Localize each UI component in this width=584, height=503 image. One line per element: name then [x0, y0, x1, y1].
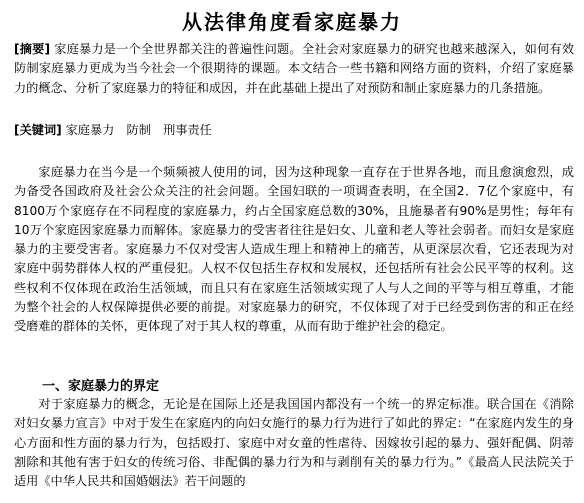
keywords-text: 家庭暴力 防制 刑事责任	[65, 123, 212, 137]
keywords-section	[14, 121, 574, 140]
body-paragraph-1: 家庭暴力在当今是一个频频被人使用的词，因为这种现象一直存在于世界各地，而且愈演愈烈，成为备受各国政府及社会公众关注的社会问题。全国妇联的一项调查表明，在全国2．7亿个家庭中，有8100万个家庭存在不同程度的家庭暴力，约占全国家庭总数的30%，且施暴者有90%是男性；每年有10万个家庭因家庭暴力而解体。家庭暴力的受害者往往是妇女、儿童和老人等社会弱者。而妇女是家庭暴力的主要受害者。家庭暴力不仅对受害人造成生理上和精神上的痛苦，从更深层次看，它还表现为对家庭中弱势群体人权的严重侵犯。人权不仅包括生存权和发展权，还包括所有社会公民平等的权利。这些权利不仅体现在政治生活领域，而且只有在家庭生活领域实现了人与人之间的平等与相互尊重，才能为整个社会的人权保障提供必要的前提。对家庭暴力的研究，不仅体现了对于已经受到伤害的和正在经受磨难的群体的关怀，更体现了对于其人权的尊重，从而有助于维护社会的稳定。	[14, 165, 574, 334]
abstract-text: 家庭暴力是一个全世界都关注的普遍性问题。全社会对家庭暴力的研究也越来越深入，如何有效防制家庭暴力更成为当今社会一个很期待的课题。本文结合一些书籍和网络方面的资料，介绍了家庭暴力的概念、分析了家庭暴力的特征和成因，并在此基础上提出了对预防和制止家庭暴力的几条措施。	[14, 42, 575, 95]
body-paragraph-2: 对于家庭暴力的概念，无论是在国际上还是我国国内都没有一个统一的界定标准。联合国在《消除对妇女暴力宣言》中对于发生在家庭内的向妇女施行的暴力行为进行了如此的界定：“在家庭内发生的身心方面和性方面的暴力行为，包括殴打、家庭中对女童的性虐待、因嫁妆引起的暴力、强奸配偶、阴蒂割除和其他有害于妇女的传统习俗、非配偶的暴力行为和与剥削有关的暴力行为。”《最高人民法院关于适用《中华人民共和国婚姻法》若干问题的	[14, 397, 574, 489]
document-title: 从法律角度看家庭暴力	[182, 10, 402, 34]
abstract-label: [摘要]	[14, 42, 51, 56]
keywords-label: [关键词]	[14, 123, 62, 137]
abstract-section	[14, 40, 574, 98]
section-heading: 一、家庭暴力的界定	[42, 379, 160, 394]
